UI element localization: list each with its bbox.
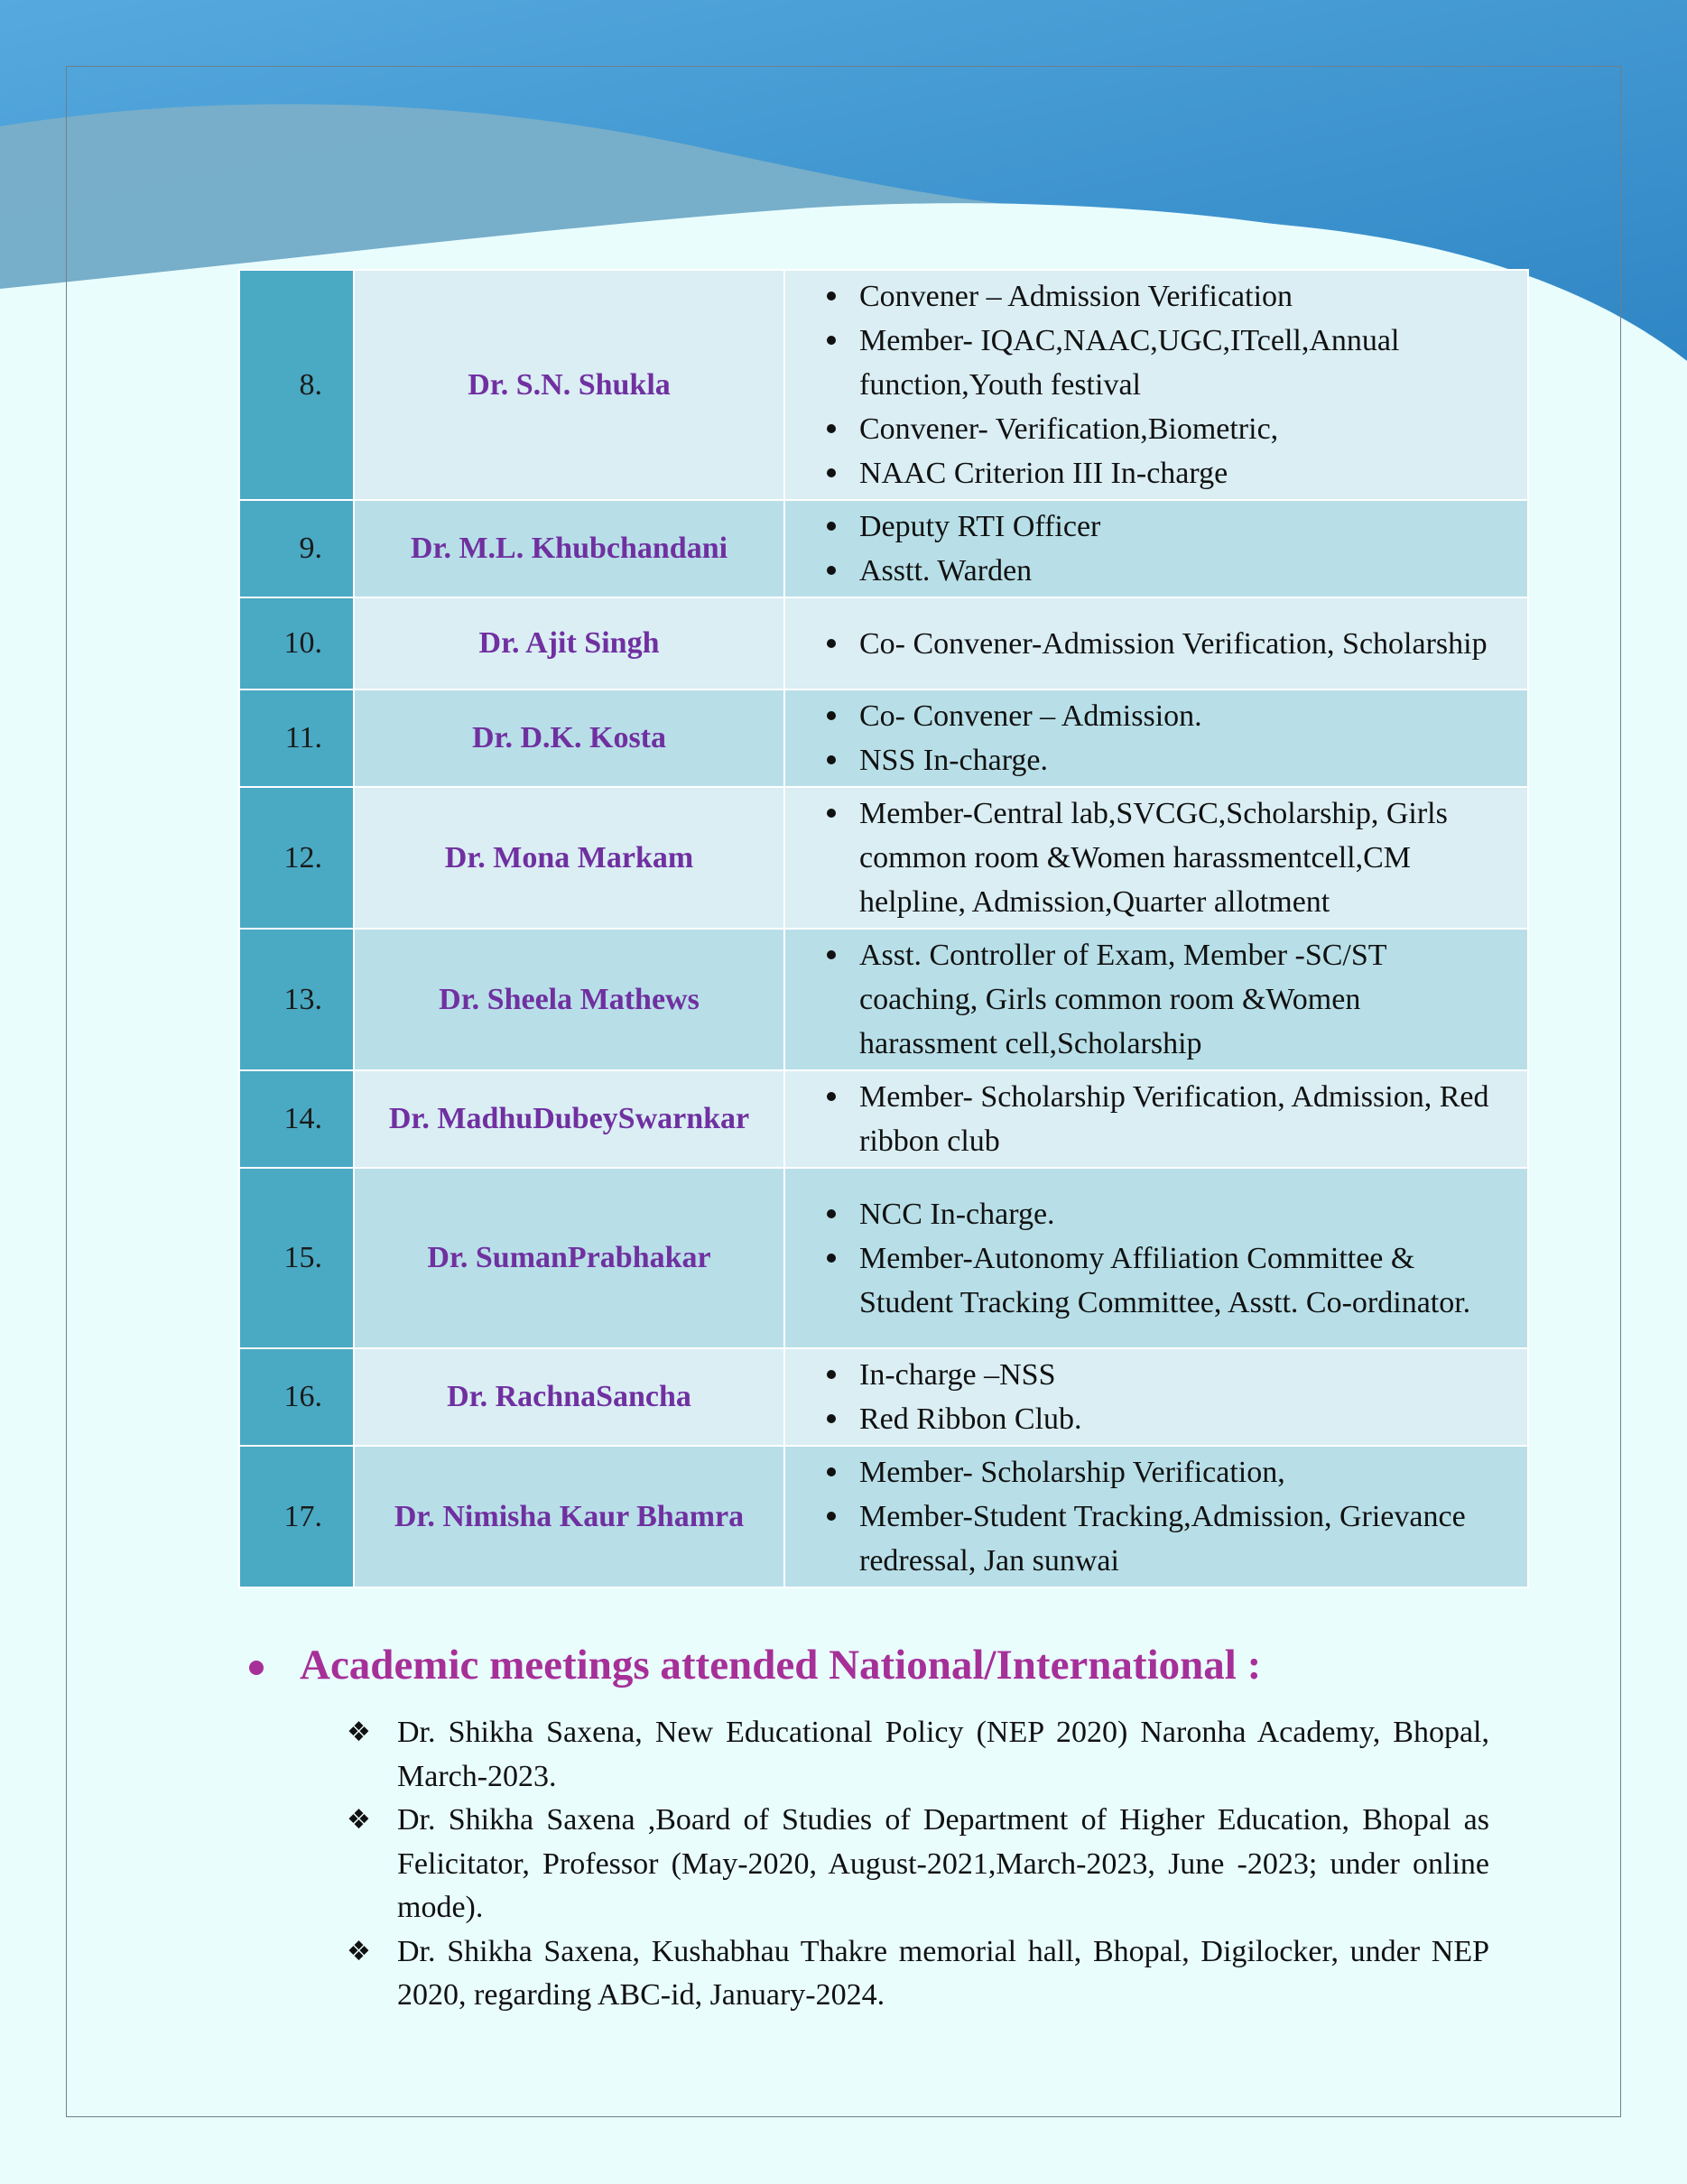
- duty-item: Member-Central lab,SVCGC,Scholarship, Girls common room &Women harassmentcell,CM helpline, Admission,Quarter allotment: [859, 791, 1500, 924]
- duties-list: [785, 791, 1500, 924]
- duty-item: Member- IQAC,NAAC,UGC,ITcell,Annual function,Youth festival: [859, 319, 1500, 407]
- section-heading-text: Academic meetings attended National/International :: [300, 1642, 1262, 1689]
- staff-duties-table: [238, 269, 1529, 1588]
- duty-item: Asstt. Warden: [859, 549, 1500, 593]
- row-number: 14.: [239, 1070, 354, 1168]
- duty-item: Convener- Verification,Biometric,: [859, 407, 1500, 451]
- diamond-bullet-icon: ❖: [347, 1804, 371, 1836]
- section-heading: [249, 1641, 1603, 1689]
- duties-cell: [784, 1446, 1528, 1587]
- duties-cell: [784, 1070, 1528, 1168]
- duty-item: NAAC Criterion III In-charge: [859, 451, 1500, 495]
- duty-item: Asst. Controller of Exam, Member -SC/ST coaching, Girls common room &Women harassment cell,Scholarship: [859, 933, 1500, 1066]
- row-number: 12.: [239, 787, 354, 929]
- meeting-item: [347, 1711, 1489, 1799]
- duties-list: [785, 1450, 1500, 1583]
- row-number: 9.: [239, 500, 354, 597]
- diamond-bullet-icon: ❖: [347, 1935, 371, 1967]
- row-number: 13.: [239, 929, 354, 1070]
- duties-cell: [784, 929, 1528, 1070]
- duties-list: [785, 933, 1500, 1066]
- duties-list: [785, 1075, 1500, 1163]
- duties-list: [785, 274, 1500, 495]
- table-row: [239, 787, 1528, 929]
- duty-item: Deputy RTI Officer: [859, 504, 1500, 549]
- duty-item: Red Ribbon Club.: [859, 1397, 1500, 1441]
- staff-table-body: [239, 270, 1528, 1587]
- duty-item: NCC In-charge.: [859, 1192, 1500, 1236]
- table-row: [239, 1168, 1528, 1348]
- staff-name: Dr. Nimisha Kaur Bhamra: [354, 1446, 784, 1587]
- table-row: [239, 1446, 1528, 1587]
- duties-cell: [784, 1168, 1528, 1348]
- staff-name: Dr. S.N. Shukla: [354, 270, 784, 500]
- table-row: [239, 270, 1528, 500]
- staff-name: Dr. RachnaSancha: [354, 1348, 784, 1446]
- staff-name: Dr. MadhuDubeySwarnkar: [354, 1070, 784, 1168]
- staff-name: Dr. Sheela Mathews: [354, 929, 784, 1070]
- duties-list: [785, 504, 1500, 593]
- duty-item: In-charge –NSS: [859, 1353, 1500, 1397]
- staff-name: Dr. Ajit Singh: [354, 597, 784, 689]
- duty-item: Member- Scholarship Verification,: [859, 1450, 1500, 1495]
- table-row: [239, 597, 1528, 689]
- meeting-text: Dr. Shikha Saxena, Kushabhau Thakre memorial hall, Bhopal, Digilocker, under NEP 2020, regarding ABC-id, January-2024.: [397, 1934, 1489, 2012]
- table-row: [239, 689, 1528, 787]
- duty-item: Co- Convener – Admission.: [859, 694, 1500, 738]
- row-number: 15.: [239, 1168, 354, 1348]
- meeting-text: Dr. Shikha Saxena ,Board of Studies of Department of Higher Education, Bhopal as Felicitator, Professor (May-2020, August-2021,March-2023, June -2023; under online mode).: [397, 1803, 1489, 1924]
- duty-item: Convener – Admission Verification: [859, 274, 1500, 319]
- duties-cell: [784, 787, 1528, 929]
- meeting-item: [347, 1799, 1489, 1930]
- duties-cell: [784, 597, 1528, 689]
- duty-item: Member-Autonomy Affiliation Committee & Student Tracking Committee, Asstt. Co-ordinator.: [859, 1236, 1500, 1325]
- duties-cell: [784, 500, 1528, 597]
- row-number: 11.: [239, 689, 354, 787]
- row-number: 10.: [239, 597, 354, 689]
- staff-name: Dr. D.K. Kosta: [354, 689, 784, 787]
- diamond-bullet-icon: ❖: [347, 1717, 371, 1748]
- bullet-dot-icon: [249, 1661, 264, 1675]
- staff-name: Dr. Mona Markam: [354, 787, 784, 929]
- meetings-list: [347, 1711, 1489, 2018]
- duty-item: Member-Student Tracking,Admission, Grievance redressal, Jan sunwai: [859, 1495, 1500, 1583]
- meeting-text: Dr. Shikha Saxena, New Educational Policy (NEP 2020) Naronha Academy, Bhopal, March-2023.: [397, 1716, 1489, 1793]
- duties-cell: [784, 1348, 1528, 1446]
- table-row: [239, 1070, 1528, 1168]
- duties-list: [785, 1353, 1500, 1441]
- duty-item: Member- Scholarship Verification, Admission, Red ribbon club: [859, 1075, 1500, 1163]
- duties-cell: [784, 689, 1528, 787]
- meeting-item: [347, 1930, 1489, 2018]
- duty-item: Co- Convener-Admission Verification, Scholarship: [859, 622, 1500, 666]
- row-number: 16.: [239, 1348, 354, 1446]
- duties-list: [785, 622, 1500, 666]
- table-row: [239, 929, 1528, 1070]
- duty-item: NSS In-charge.: [859, 738, 1500, 782]
- staff-name: Dr. SumanPrabhakar: [354, 1168, 784, 1348]
- duties-list: [785, 694, 1500, 782]
- duties-list: [785, 1192, 1500, 1325]
- duties-cell: [784, 270, 1528, 500]
- table-row: [239, 1348, 1528, 1446]
- row-number: 8.: [239, 270, 354, 500]
- staff-name: Dr. M.L. Khubchandani: [354, 500, 784, 597]
- table-row: [239, 500, 1528, 597]
- row-number: 17.: [239, 1446, 354, 1587]
